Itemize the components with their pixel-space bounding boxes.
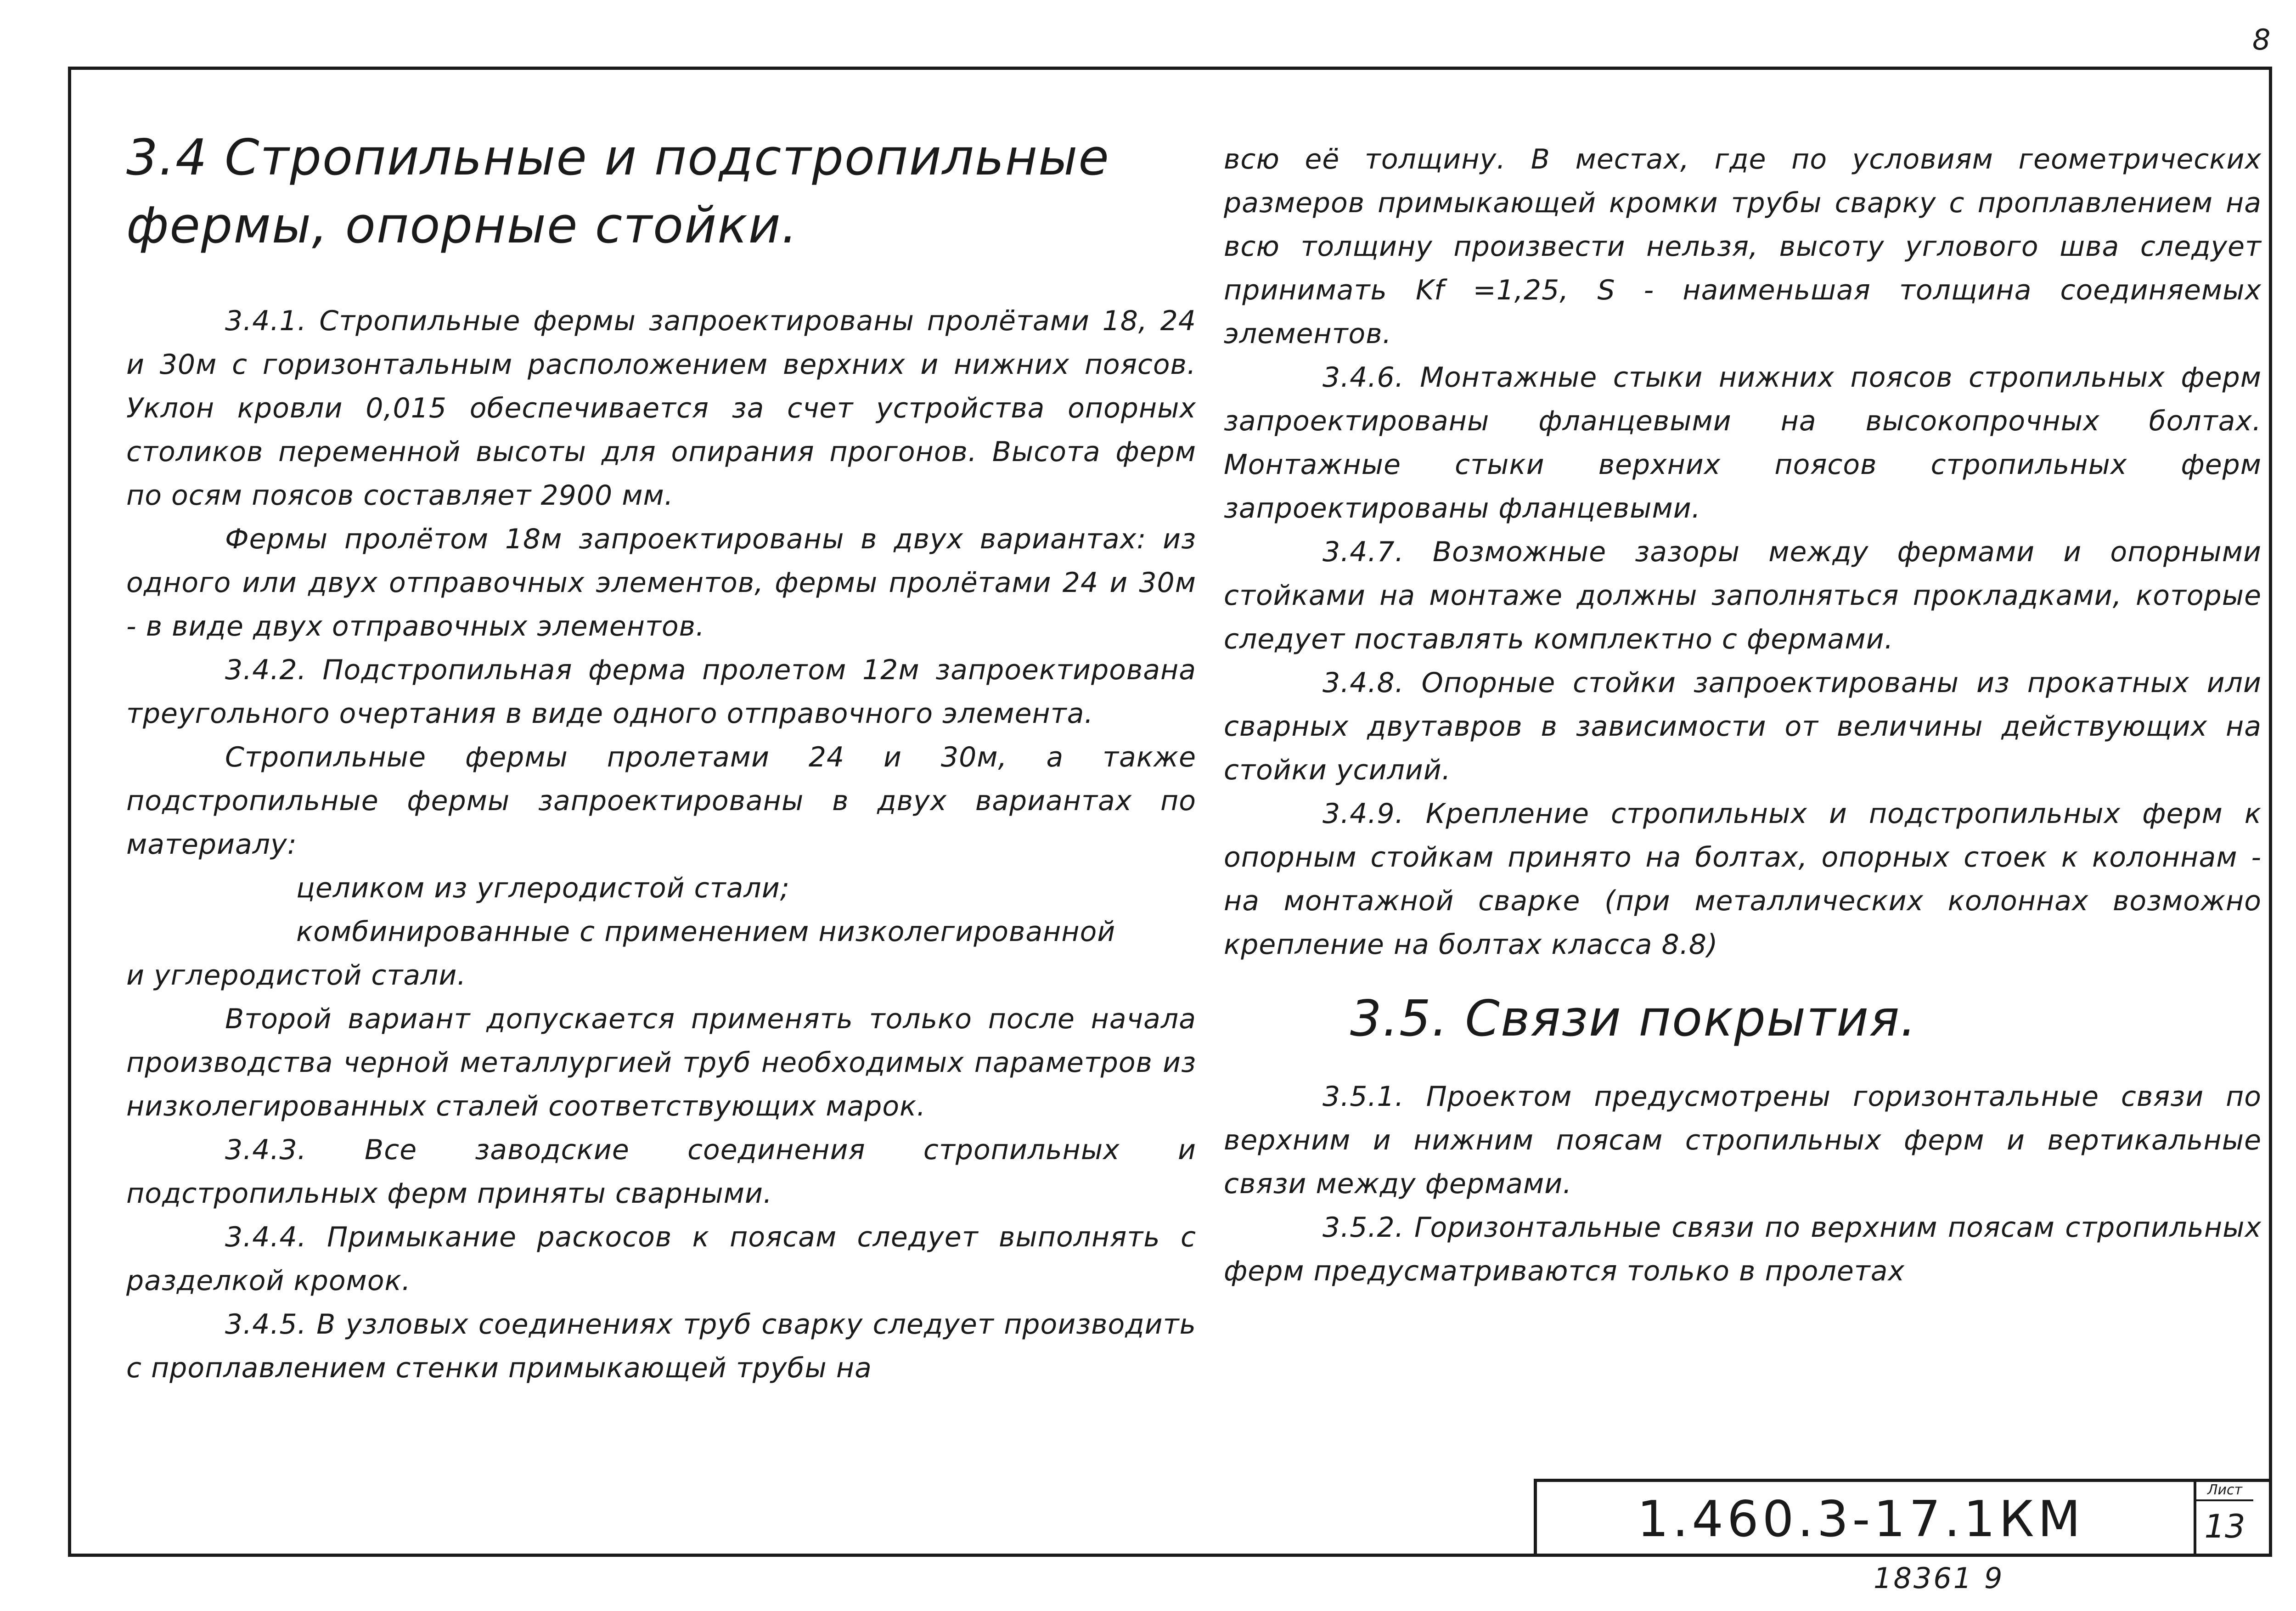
paragraph: 3.4.6. Монтажные стыки нижних поясов стропильных ферм запроектированы фланцевыми на высокопрочных болтах. Монтажные стыки верхних поясов стропильных ферм запроектированы фланцевыми. bbox=[1224, 361, 2262, 524]
title-block-stamp bbox=[1534, 1479, 2272, 1557]
paragraph: Фермы пролётом 18м запроектированы в двух вариантах: из одного или двух отправочных элементов, фермы пролётами 24 и 30м - в виде двух отправочных элементов. bbox=[126, 523, 1196, 642]
left-column bbox=[126, 70, 1196, 1390]
section-heading-3-5: 3.5. Связи покрытия. bbox=[1350, 990, 1917, 1048]
paragraph: 3.5.1. Проектом предусмотрены горизонтальные связи по верхним и нижним поясам стропильных ферм и вертикальные связи между фермами. bbox=[1224, 1081, 2262, 1200]
document-code: 1.460.3-17.1КМ bbox=[1637, 1491, 2084, 1548]
paragraph: 3.4.1. Стропильные фермы запроектированы пролётами 18, 24 и 30м с горизонтальным расположением верхних и нижних поясов. Уклон кровли 0,015 обеспечивается за счет устройства опорных столиков переменной высоты для опирания прогонов. Высота ферм по осям поясов составляет 2900 мм. bbox=[126, 305, 1196, 512]
page-number: 8 bbox=[2252, 23, 2271, 56]
paragraph: 3.4.7. Возможные зазоры между фермами и опорными стойками на монтаже должны заполняться прокладками, которые следует поставлять комплектно с фермами. bbox=[1224, 536, 2262, 655]
paragraph: 3.4.8. Опорные стойки запроектированы из прокатных или сварных двутавров в зависимости от величины действующих на стойки усилий. bbox=[1224, 667, 2262, 786]
paragraph: 3.4.5. В узловых соединениях труб сварку следует производить с проплавлением стенки примыкающей трубы на bbox=[126, 1308, 1196, 1384]
section-heading-3-4 bbox=[126, 124, 1196, 260]
right-column bbox=[1224, 70, 2262, 1293]
paragraph: 3.4.3. Все заводские соединения стропильных и подстропильных ферм приняты сварными. bbox=[126, 1134, 1196, 1210]
list-item: комбинированные с применением низколегированной bbox=[296, 916, 1116, 948]
paragraph: 3.4.2. Подстропильная ферма пролетом 12м запроектирована треугольного очертания в виде одного отправочного элемента. bbox=[126, 654, 1196, 730]
paragraph: 3.5.2. Горизонтальные связи по верхним поясам стропильных ферм предусматриваются только в пролетах bbox=[1224, 1211, 2262, 1287]
list-item: целиком из углеродистой стали; bbox=[296, 872, 790, 904]
paragraph: Второй вариант допускается применять только после начала производства черной металлургией труб необходимых параметров из низколегированных сталей соответствующих марок. bbox=[126, 1003, 1196, 1122]
inventory-number: 18361 9 bbox=[1874, 1561, 2004, 1595]
list-continuation: и углеродистой стали. bbox=[126, 959, 467, 991]
sheet-label: Лист bbox=[2196, 1482, 2253, 1501]
heading-line-2: фермы, опорные стойки. bbox=[126, 197, 799, 254]
drawing-frame bbox=[68, 67, 2272, 1557]
paragraph: всю её толщину. В местах, где по условиям геометрических размеров примыкающей кромки трубы сварку с проплавлением на всю толщину произвести нельзя, высоту углового шва следует принимать Kf =1,25, S - наименьшая толщина соединяемых элементов. bbox=[1224, 143, 2262, 350]
paragraph: 3.4.4. Примыкание раскосов к поясам следует выполнять с разделкой кромок. bbox=[126, 1221, 1196, 1297]
heading-line-1: 3.4 Стропильные и подстропильные bbox=[126, 129, 1110, 186]
sheet-number: 13 bbox=[2204, 1508, 2245, 1545]
sheet-box bbox=[2194, 1482, 2253, 1557]
paragraph: 3.4.9. Крепление стропильных и подстропильных ферм к опорным стойкам принято на болтах, опорных стоек к колоннам - на монтажной сварке (при металлических колоннах возможно крепление на болтах класса 8.8) bbox=[1224, 798, 2262, 961]
paragraph: Стропильные фермы пролетами 24 и 30м, а также подстропильные фермы запроектированы в двух вариантах по материалу: bbox=[126, 741, 1196, 861]
